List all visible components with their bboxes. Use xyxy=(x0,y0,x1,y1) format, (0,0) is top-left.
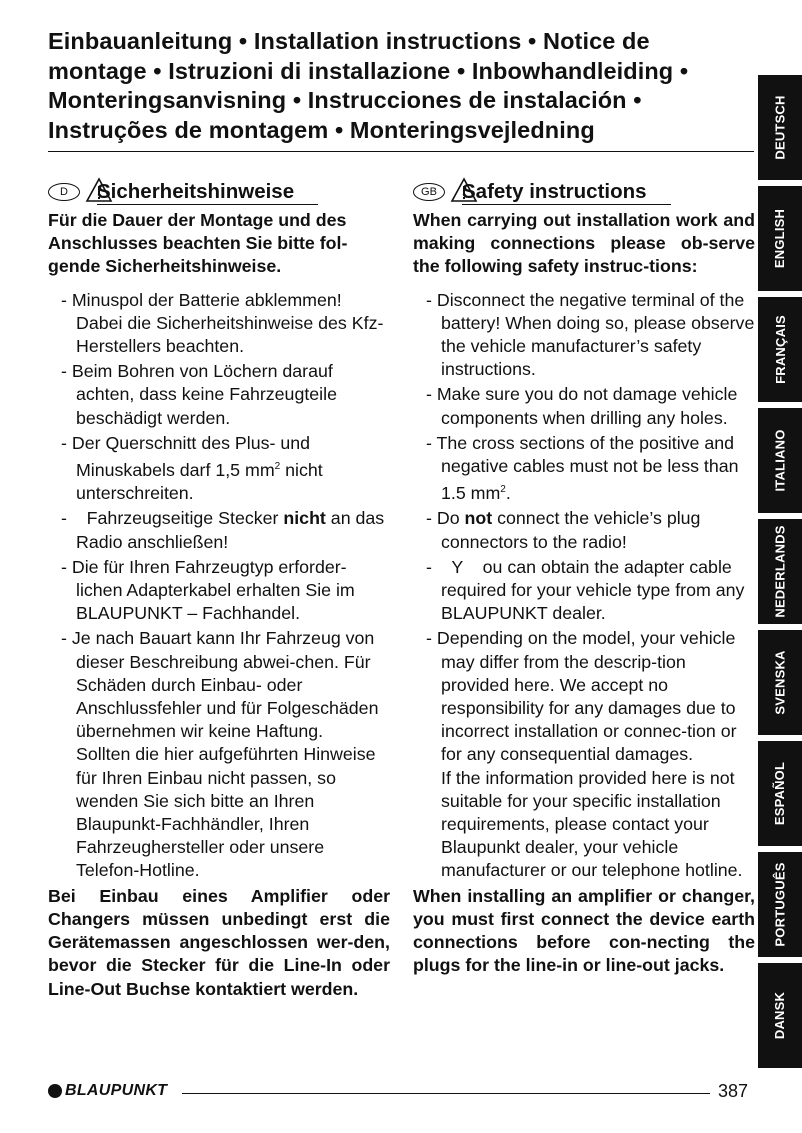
tab-label: FRANÇAIS xyxy=(772,315,788,384)
list-item xyxy=(48,627,390,882)
country-badge-en: GB xyxy=(413,183,445,201)
tab-label: DANSK xyxy=(772,991,788,1040)
page-title: Einbauanleitung • Installation instructions • Notice de montage • Istruzioni di installazione • Inbowhandleiding • Monteringsanvisning • Instrucciones de instalación • Instruções de montagem • Monteringsvejledning xyxy=(48,28,689,143)
list-item xyxy=(413,507,755,553)
list-item xyxy=(413,627,755,882)
tab-portugues[interactable] xyxy=(758,852,802,957)
item-continuation: Sollten die hier aufgeführten Hinweise für Ihren Einbau nicht passen, so wenden Sie sich bitte an Ihren Blaupunkt-Fachhändler, Ihren Fahrzeughersteller oder unsere Telefon-Hotline. xyxy=(76,744,376,881)
tab-svenska[interactable] xyxy=(758,630,802,735)
list-item: - Make sure you do not damage vehicle components when drilling any holes. xyxy=(426,384,738,428)
country-badge-de: D xyxy=(48,183,80,201)
tab-english[interactable] xyxy=(758,186,802,291)
tab-label: DEUTSCH xyxy=(772,95,788,160)
tab-label: SVENSKA xyxy=(772,650,788,715)
item-text: . xyxy=(505,483,511,504)
column-deutsch xyxy=(48,175,390,1001)
section-heading-de xyxy=(48,175,390,205)
tab-nederlands[interactable] xyxy=(758,519,802,624)
tab-label: ENGLISH xyxy=(772,208,788,269)
item-text: nicht unterschreiten. xyxy=(76,460,323,504)
section-title-en: Safety instructions xyxy=(462,180,671,205)
tab-label: ESPAÑOL xyxy=(772,761,788,826)
tab-espanol[interactable] xyxy=(758,741,802,846)
list-item: - Y ou can obtain the adapter cable required for your vehicle type from any BLAUPUNKT dealer. xyxy=(426,556,750,624)
list-item: - Minuspol der Batterie abklemmen! Dabei die Sicherheitshinweise des Kfz- Herstellers beachten. xyxy=(61,289,384,357)
item-continuation: If the information provided here is not suitable for your specific installation requirements, please contact your Blaupunkt dealer, your vehicle manufacturer or our telephone hotline. xyxy=(441,767,743,881)
logo-dot-icon xyxy=(48,1084,62,1098)
column-english xyxy=(413,175,755,978)
list-item xyxy=(48,507,390,553)
list-item: - Die für Ihren Fahrzeugtyp erforder-lichen Adapterkabel erhalten Sie im BLAUPUNKT – Fachhandel. xyxy=(61,556,355,624)
tab-dansk[interactable] xyxy=(758,963,802,1068)
footer-divider xyxy=(182,1093,710,1094)
emphasis: not xyxy=(464,508,493,529)
intro-de: Für die Dauer der Montage und des Anschlusses beachten Sie bitte fol-gende Sicherheitshinweise. xyxy=(48,210,348,277)
tab-francais[interactable] xyxy=(758,297,802,402)
tab-deutsch[interactable] xyxy=(758,75,802,180)
item-text: an das Radio anschließen! xyxy=(76,508,385,552)
list-item: - Disconnect the negative terminal of the battery! When doing so, please observe the vehicle manufacturer’s safety instructions. xyxy=(426,289,755,380)
list-item: - Beim Bohren von Löchern darauf achten, dass keine Fahrzeugteile beschädigt werden. xyxy=(61,361,337,428)
emphasis: nicht xyxy=(283,508,326,529)
brand-name: BLAUPUNKT xyxy=(65,1082,168,1099)
section-title-de: Sicherheitshinweise xyxy=(97,180,318,205)
superscript: 2 xyxy=(500,484,506,496)
list-item xyxy=(48,432,390,506)
page-number: 387 xyxy=(718,1081,749,1101)
item-text: - Je nach Bauart kann Ihr Fahrzeug von dieser Beschreibung abwei-chen. Für Schäden durch Einbau- oder Anschlussfehler und für Folgeschäden übernehmen wir keine Haftung. xyxy=(61,628,379,742)
item-text: - Fahrzeugseitige Stecker xyxy=(61,508,284,529)
superscript: 2 xyxy=(274,461,281,473)
item-text: - Der Querschnitt des Plus- und Minuskabels darf 1,5 mm xyxy=(61,432,311,481)
tab-label: NEDERLANDS xyxy=(772,525,788,618)
amplifier-note-de: Bei Einbau eines Amplifier oder Changers müssen unbedingt erst die Gerätemassen angeschlossen wer-den, bevor die Stecker für die Line-In oder Line-Out Buchse kontaktiert werden. xyxy=(48,885,390,999)
item-text: - Depending on the model, your vehicle may differ from the descrip-tion provided here. We accept no responsibility for any damages due to incorrect installation or connec-tion or for any consequential damages. xyxy=(426,628,737,765)
tab-label: ITALIANO xyxy=(772,429,788,492)
intro-en: When carrying out installation work and making connections please ob-serve the following safety instruc-tions: xyxy=(413,210,755,277)
title-divider xyxy=(48,151,754,152)
tab-italiano[interactable] xyxy=(758,408,802,513)
brand-logo xyxy=(48,1082,167,1100)
item-text: connect the vehicle’s plug connectors to the radio! xyxy=(441,508,701,552)
item-text: - The cross sections of the positive and negative cables must not be less than 1.5 mm xyxy=(426,432,739,504)
item-text: - Do xyxy=(426,508,465,529)
amplifier-note-en: When installing an amplifier or changer, you must first connect the device earth connections before con-necting the plugs for the line-in or line-out jacks. xyxy=(413,885,755,976)
list-item xyxy=(413,432,755,506)
section-heading-en xyxy=(413,175,755,205)
tab-label: PORTUGUÊS xyxy=(772,862,788,947)
